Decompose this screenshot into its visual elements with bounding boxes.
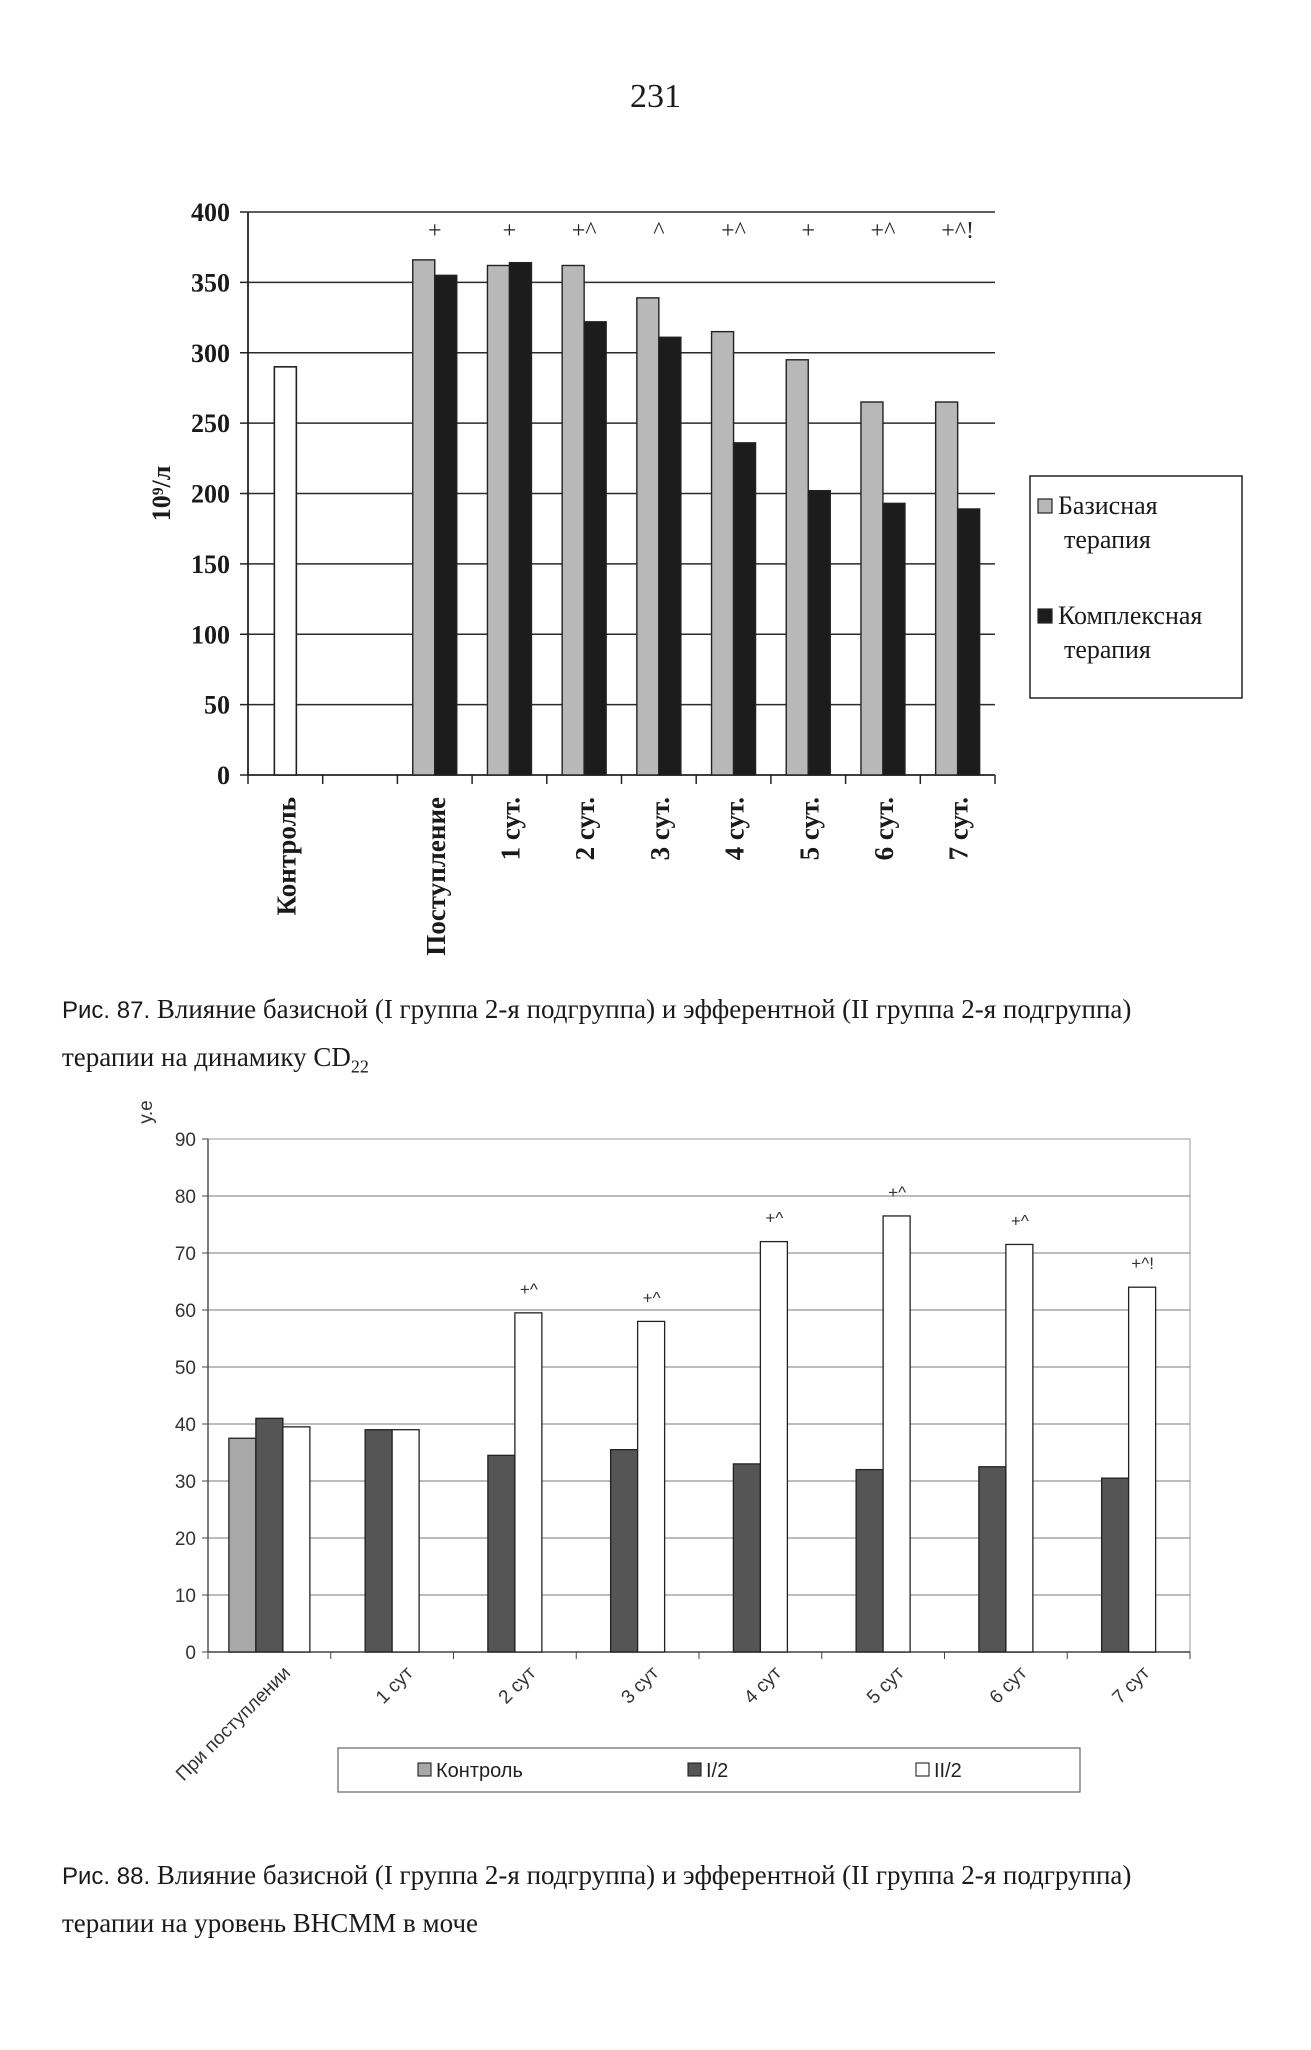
y-tick-label: 250 bbox=[191, 409, 230, 439]
caption-fig87-subscript: 22 bbox=[350, 1056, 369, 1077]
bar-ii2 bbox=[515, 1313, 542, 1652]
bar-i2 bbox=[365, 1430, 392, 1652]
significance-mark: +^! bbox=[941, 218, 975, 244]
caption-fig87-line1: Влияние базисной (I группа 2-я подгруппа) и эфферентной (II группа 2-я подгруппа) bbox=[150, 994, 1132, 1024]
y-tick-label: 30 bbox=[174, 1472, 196, 1493]
y-tick-label: 60 bbox=[174, 1301, 196, 1322]
legend-label: Базисная терапия bbox=[1058, 491, 1158, 554]
legend-label: II/2 bbox=[934, 1760, 962, 1782]
legend-label: Контроль bbox=[436, 1760, 523, 1782]
x-tick-label: 4 сут. bbox=[719, 797, 750, 861]
legend-label: I/2 bbox=[706, 1760, 729, 1782]
y-tick-label: 50 bbox=[174, 1358, 196, 1379]
bar-ii2 bbox=[1129, 1287, 1156, 1652]
bar-ii2 bbox=[392, 1430, 419, 1652]
legend-swatch bbox=[418, 1763, 431, 1776]
x-tick-label: 3 сут. bbox=[644, 797, 675, 861]
bar-control bbox=[229, 1438, 256, 1652]
x-tick-label: 4 сут bbox=[740, 1662, 786, 1709]
bar-i2 bbox=[1102, 1478, 1129, 1652]
page-number: 231 bbox=[630, 78, 681, 115]
significance-mark: ^ bbox=[653, 218, 665, 244]
y-tick-label: 90 bbox=[174, 1130, 196, 1151]
y-tick-label: 200 bbox=[191, 479, 230, 509]
significance-mark: +^! bbox=[1131, 1254, 1154, 1274]
bar-ii2 bbox=[283, 1427, 310, 1652]
significance-mark: + bbox=[801, 218, 816, 244]
y-tick-label: 150 bbox=[191, 549, 230, 579]
caption-fig87-line2: терапии на динамику CD bbox=[62, 1042, 351, 1072]
bar-i2 bbox=[256, 1418, 283, 1652]
plot-area bbox=[208, 1139, 1190, 1652]
caption-fig87-number: Рис. 87. bbox=[62, 997, 151, 1024]
x-tick-label: 3 сут bbox=[617, 1662, 664, 1709]
x-tick-label: 7 сут bbox=[1108, 1662, 1155, 1709]
x-tick-label: 1 сут bbox=[372, 1662, 418, 1709]
legend-label: Комплексная терапия bbox=[1058, 601, 1203, 664]
x-tick-label: 1 сут. bbox=[495, 797, 526, 861]
y-tick-label: 300 bbox=[191, 338, 230, 368]
bar-ii2 bbox=[638, 1321, 665, 1652]
y-tick-label: 400 bbox=[191, 198, 230, 227]
y-tick-label: 80 bbox=[174, 1187, 196, 1208]
x-tick-label: 2 сут. bbox=[570, 797, 601, 861]
caption-fig88-number: Рис. 88. bbox=[62, 1863, 151, 1890]
y-tick-label: 70 bbox=[174, 1244, 196, 1265]
significance-mark: +^ bbox=[642, 1288, 661, 1308]
y-tick-label: 0 bbox=[185, 1643, 196, 1664]
x-tick-label: 5 сут. bbox=[794, 797, 825, 861]
bar-i2 bbox=[611, 1450, 638, 1652]
x-tick-label: 6 сут. bbox=[868, 797, 899, 861]
x-tick-label: Контроль bbox=[271, 797, 302, 916]
x-tick-label: 7 сут. bbox=[943, 797, 974, 861]
caption-fig88-line2: терапии на уровень ВНСММ в моче bbox=[62, 1908, 479, 1938]
y-tick-label: 350 bbox=[191, 268, 230, 298]
y-tick-label: 40 bbox=[174, 1415, 196, 1436]
x-tick-label: При поступлении bbox=[172, 1662, 295, 1786]
significance-mark: +^ bbox=[519, 1279, 538, 1299]
significance-mark: +^ bbox=[888, 1182, 907, 1202]
x-tick-label: Поступление bbox=[420, 797, 451, 956]
bar-i2 bbox=[733, 1464, 760, 1652]
y-tick-label: 0 bbox=[217, 761, 230, 790]
bar-ii2 bbox=[883, 1216, 910, 1652]
x-tick-label: 6 сут bbox=[985, 1662, 1032, 1709]
bar-i2 bbox=[856, 1470, 883, 1652]
bar-i2 bbox=[488, 1455, 515, 1652]
legend-swatch bbox=[688, 1763, 701, 1776]
y-tick-label: 100 bbox=[191, 620, 230, 650]
bar-i2 bbox=[979, 1467, 1006, 1652]
y-tick-label: 20 bbox=[174, 1529, 196, 1550]
significance-mark: + bbox=[427, 218, 442, 244]
y-tick-label: 10 bbox=[174, 1586, 196, 1607]
caption-fig88 bbox=[62, 1852, 1242, 1946]
caption-fig87 bbox=[62, 986, 1242, 1089]
significance-mark: + bbox=[502, 218, 517, 244]
legend-swatch bbox=[916, 1763, 929, 1776]
bar-ii2 bbox=[1006, 1244, 1033, 1652]
x-tick-label: 5 сут bbox=[863, 1662, 909, 1709]
significance-mark: +^ bbox=[1010, 1211, 1029, 1231]
x-tick-label: 2 сут bbox=[494, 1662, 541, 1709]
significance-mark: +^ bbox=[870, 218, 896, 244]
significance-mark: +^ bbox=[571, 218, 597, 244]
bar-ii2 bbox=[760, 1242, 787, 1652]
y-tick-label: 50 bbox=[204, 690, 230, 720]
y-axis-label: у.е bbox=[136, 1100, 157, 1124]
y-axis-label: 10⁹/л bbox=[147, 465, 176, 522]
significance-mark: +^ bbox=[721, 218, 746, 244]
caption-fig88-line1: Влияние базисной (I группа 2-я подгруппа) и эфферентной (II группа 2-я подгруппа) bbox=[150, 1860, 1132, 1890]
significance-mark: +^ bbox=[765, 1208, 784, 1228]
